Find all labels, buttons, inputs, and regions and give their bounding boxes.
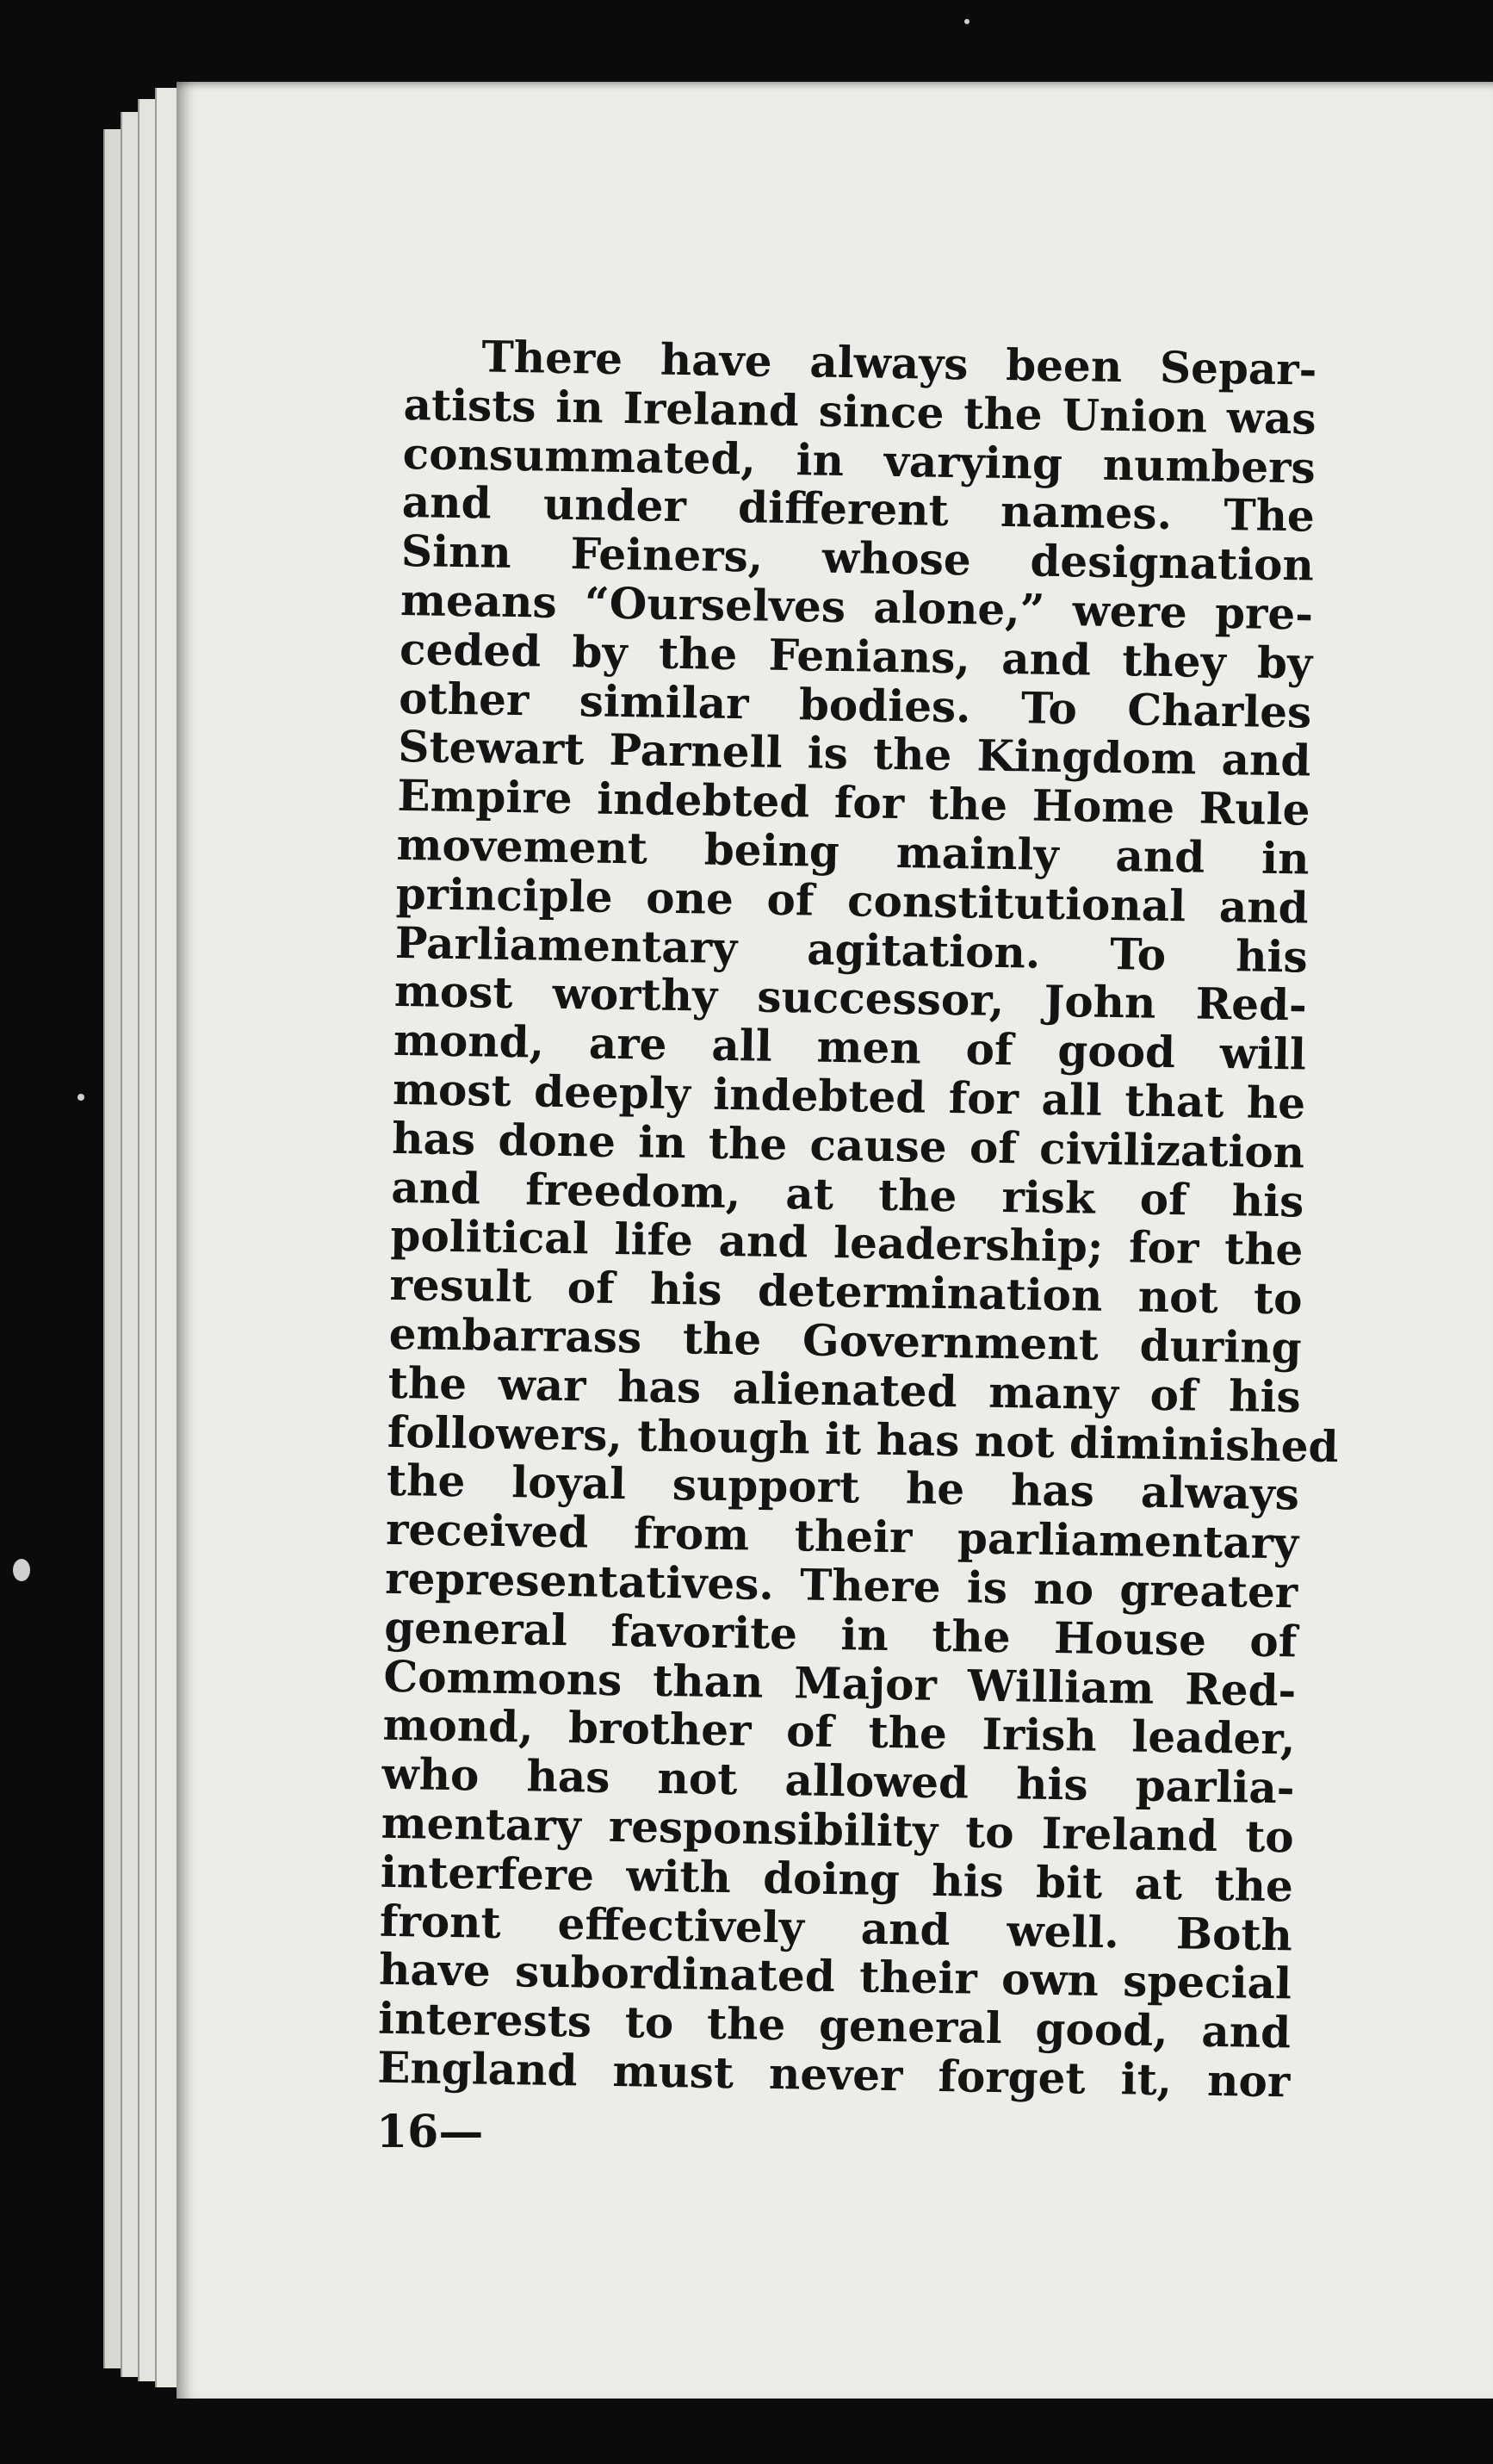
text-line: There have always been Separ-: [481, 331, 1317, 395]
text-line: and freedom, at the risk of his: [390, 1161, 1304, 1227]
text-line: Stewart Parnell is the Kingdom and: [397, 721, 1311, 786]
text-line: received from their parliamentary: [385, 1503, 1299, 1569]
text-line: mond, are all men of good will: [393, 1015, 1307, 1080]
text-line: front effectively and well. Both: [379, 1895, 1293, 1960]
text-line: followers, though it has not diminished: [387, 1406, 1339, 1472]
text-line: Sinn Feiners, whose designation: [400, 525, 1315, 591]
film-speck: [964, 19, 970, 24]
text-line: the loyal support he has always: [386, 1455, 1300, 1520]
text-line: political life and leadership; for the: [390, 1210, 1304, 1275]
text-line: other similar bodies. To Charles: [398, 672, 1312, 738]
text-line: have subordinated their own special: [378, 1944, 1292, 2009]
body-text: [376, 331, 1339, 2107]
text-line: general favorite in the House of: [383, 1601, 1298, 1667]
text-line: Parliamentary agitation. To his: [394, 916, 1309, 983]
text-line: Commons than Major William Red-: [383, 1650, 1297, 1716]
text-line: who has not allowed his parlia-: [381, 1747, 1296, 1814]
film-speck: [13, 1559, 30, 1581]
text-line: representatives. There is no greater: [384, 1552, 1298, 1618]
page-number: 16—: [376, 2106, 484, 2158]
film-speck: [77, 1094, 84, 1101]
text-line: principle one of constitutional and: [395, 867, 1310, 934]
text-line: Empire indebted for the Home Rule: [397, 770, 1310, 835]
text-line: most deeply indebted for all that he: [392, 1063, 1306, 1129]
text-line: mond, brother of the Irish leader,: [382, 1699, 1296, 1765]
text-line: ceded by the Fenians, and they by: [399, 623, 1313, 689]
text-line: the war has alienated many of his: [387, 1356, 1302, 1423]
text-line: interfere with doing his bit at the: [380, 1846, 1294, 1912]
text-line: atists in Ireland since the Union was: [403, 378, 1317, 444]
text-line: interests to the general good, and: [377, 1992, 1292, 2058]
text-line: means “Ourselves alone,” were pre-: [400, 574, 1314, 640]
text-line: embarrass the Government during: [388, 1307, 1303, 1374]
text-line: England must never forget it, nor: [376, 2041, 1291, 2107]
text-line: mentary responsibility to Ireland to: [381, 1797, 1295, 1863]
text-line: movement being mainly and in: [396, 818, 1310, 884]
text-line: and under different names. The: [401, 476, 1316, 543]
text-line: consummated, in varying numbers: [402, 427, 1316, 493]
text-line: has done in the cause of civilization: [391, 1112, 1305, 1178]
text-line: result of his determination not to: [389, 1259, 1303, 1325]
text-line: most worthy successor, John Red-: [393, 965, 1308, 1031]
